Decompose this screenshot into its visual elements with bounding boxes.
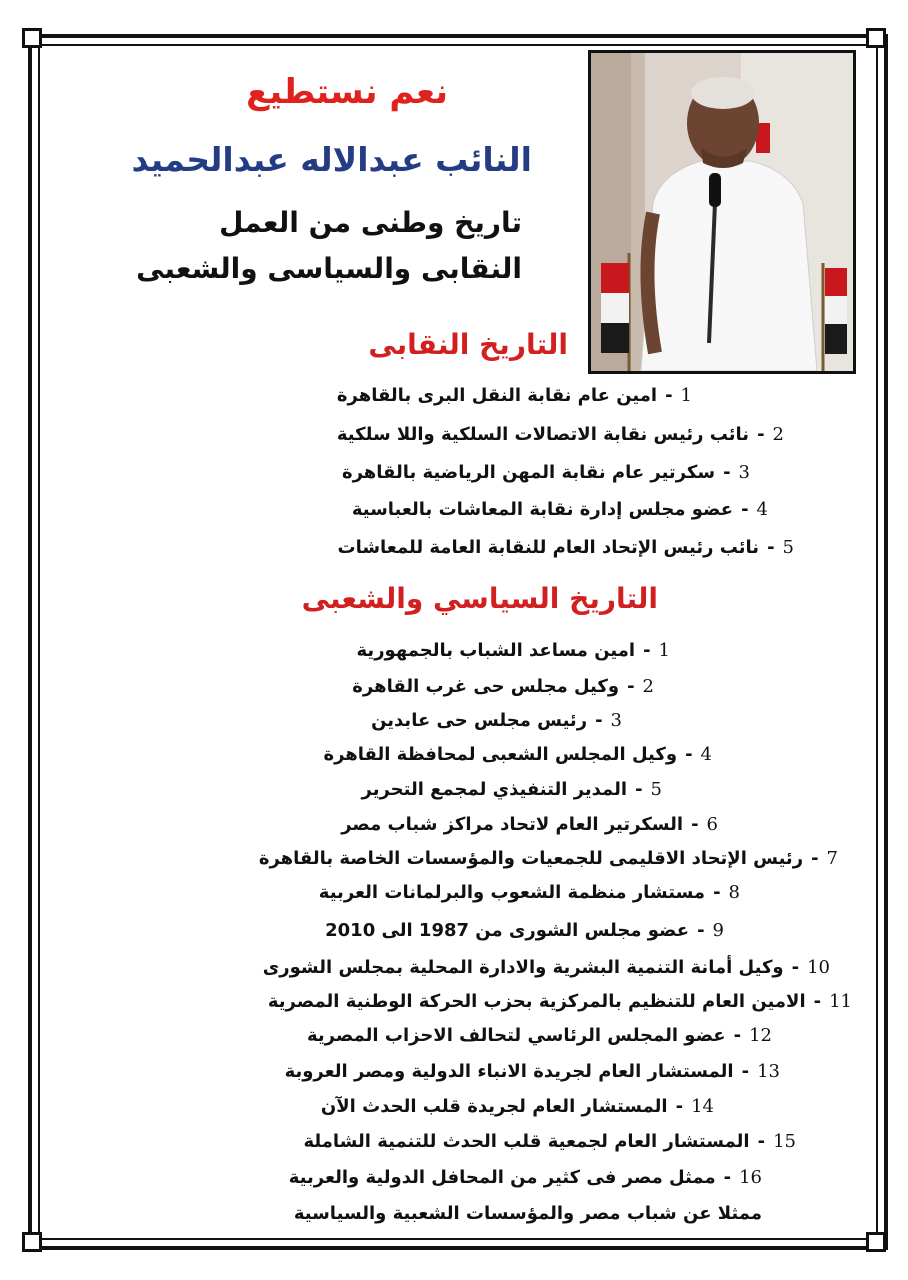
campaign-title: نعم نستطيع	[246, 72, 448, 112]
item-text: السكرتير العام لاتحاد مراكز شباب مصر	[341, 814, 684, 835]
item-text: الامين العام للتنظيم بالمركزية بحزب الحركة الوطنية المصرية	[267, 991, 806, 1012]
item-text: سكرتير عام نقابة المهن الرياضية بالقاهرة	[341, 462, 716, 483]
list-item: 1-امين مساعد الشباب بالجمهورية	[356, 640, 670, 661]
corner-ornament	[866, 28, 886, 48]
item-number: 10	[807, 957, 830, 978]
list-item: 3-رئيس مجلس حى عابدين	[371, 710, 622, 731]
list-item: 4-وكيل المجلس الشعبى لمحافظة القاهرة	[323, 744, 712, 765]
item-text: المستشار العام لجريدة الانباء الدولية ومصر العروبة	[284, 1061, 734, 1082]
item-text: المستشار العام لجريدة قلب الحدث الآن	[320, 1096, 668, 1117]
corner-ornament	[866, 1232, 886, 1252]
item-number: 16	[739, 1167, 762, 1188]
list-item: 2-وكيل مجلس حى غرب القاهرة	[352, 676, 654, 697]
list-item: 5-المدير التنفيذي لمجمع التحرير	[361, 779, 662, 800]
item-number: 3	[738, 462, 750, 483]
item-number: 5	[650, 779, 662, 800]
list-item: 3-سكرتير عام نقابة المهن الرياضية بالقاهرة	[341, 462, 750, 483]
list-item: 11-الامين العام للتنظيم بالمركزية بحزب الحركة الوطنية المصرية	[267, 991, 852, 1012]
item-number: 9	[712, 920, 724, 941]
list-item: 12-عضو المجلس الرئاسي لتحالف الاحزاب المصرية	[307, 1025, 772, 1046]
item-number: 6	[706, 814, 718, 835]
item-number: 4	[756, 499, 768, 520]
corner-ornament	[22, 28, 42, 48]
item-number: 5	[782, 537, 794, 558]
item-text: وكيل أمانة التنمية البشرية والادارة المحلية بمجلس الشورى	[262, 957, 784, 978]
item-text: عضو مجلس إدارة نقابة المعاشات بالعباسية	[351, 499, 734, 520]
item-text: امين عام نقابة النقل البرى بالقاهرة	[336, 385, 658, 406]
list-item: 1-امين عام نقابة النقل البرى بالقاهرة	[336, 385, 692, 406]
item-text: المستشار العام لجمعية قلب الحدث للتنمية الشاملة	[303, 1131, 750, 1152]
list-item: 6-السكرتير العام لاتحاد مراكز شباب مصر	[341, 814, 718, 835]
item-number: 4	[700, 744, 712, 765]
closing-line: ممثلا عن شباب مصر والمؤسسات الشعبية والسياسية	[293, 1203, 762, 1224]
item-text: امين مساعد الشباب بالجمهورية	[356, 640, 636, 661]
list-item: 15-المستشار العام لجمعية قلب الحدث للتنمية الشاملة	[303, 1131, 796, 1152]
item-number: 12	[749, 1025, 772, 1046]
item-number: 13	[757, 1061, 780, 1082]
item-number: 8	[728, 882, 740, 903]
list-item: 2-نائب رئيس نقابة الاتصالات السلكية واللا سلكية	[336, 424, 784, 445]
corner-ornament	[22, 1232, 42, 1252]
item-text: ممثل مصر فى كثير من المحافل الدولية والعربية	[288, 1167, 716, 1188]
item-text: رئيس مجلس حى عابدين	[371, 710, 588, 731]
candidate-name: النائب عبدالاله عبدالحميد	[131, 140, 532, 179]
item-number: 1	[658, 640, 670, 661]
list-item: 14-المستشار العام لجريدة قلب الحدث الآن	[320, 1096, 714, 1117]
item-text: وكيل مجلس حى غرب القاهرة	[352, 676, 620, 697]
list-item: 8-مستشار منظمة الشعوب والبرلمانات العربية	[318, 882, 740, 903]
item-text: المدير التنفيذي لمجمع التحرير	[361, 779, 628, 800]
portrait-photo	[588, 50, 856, 374]
item-number: 3	[610, 710, 622, 731]
list-item: 10-وكيل أمانة التنمية البشرية والادارة المحلية بمجلس الشورى	[262, 957, 830, 978]
item-text: عضو مجلس الشورى من 1987 الى 2010	[325, 920, 690, 941]
item-text: عضو المجلس الرئاسي لتحالف الاحزاب المصرية	[307, 1025, 726, 1046]
subtitle-line-1: تاريخ وطنى من العمل	[219, 206, 522, 239]
list-item: 5-نائب رئيس الإتحاد العام للنقابة العامة للمعاشات	[337, 537, 794, 558]
item-text: رئيس الإتحاد الاقليمى للجمعيات والمؤسسات الخاصة بالقاهرة	[258, 848, 804, 869]
item-number: 2	[772, 424, 784, 445]
list-item: 4-عضو مجلس إدارة نقابة المعاشات بالعباسية	[351, 499, 768, 520]
list-item: 16-ممثل مصر فى كثير من المحافل الدولية والعربية	[288, 1167, 762, 1188]
list-item: 9-عضو مجلس الشورى من 1987 الى 2010	[325, 920, 724, 941]
item-text: وكيل المجلس الشعبى لمحافظة القاهرة	[323, 744, 678, 765]
list-item: 7-رئيس الإتحاد الاقليمى للجمعيات والمؤسسات الخاصة بالقاهرة	[258, 848, 838, 869]
subtitle-line-2: النقابى والسياسى والشعبى	[136, 252, 522, 285]
item-number: 11	[829, 991, 852, 1012]
political-history-heading: التاريخ السياسي والشعبى	[301, 582, 658, 615]
list-item: 13-المستشار العام لجريدة الانباء الدولية ومصر العروبة	[284, 1061, 780, 1082]
item-number: 1	[680, 385, 692, 406]
item-text: نائب رئيس نقابة الاتصالات السلكية واللا سلكية	[336, 424, 750, 445]
union-history-heading: التاريخ النقابى	[368, 328, 568, 361]
item-number: 2	[642, 676, 654, 697]
item-number: 14	[691, 1096, 714, 1117]
item-number: 7	[826, 848, 838, 869]
item-text: مستشار منظمة الشعوب والبرلمانات العربية	[318, 882, 706, 903]
item-number: 15	[773, 1131, 796, 1152]
item-text: نائب رئيس الإتحاد العام للنقابة العامة للمعاشات	[337, 537, 760, 558]
